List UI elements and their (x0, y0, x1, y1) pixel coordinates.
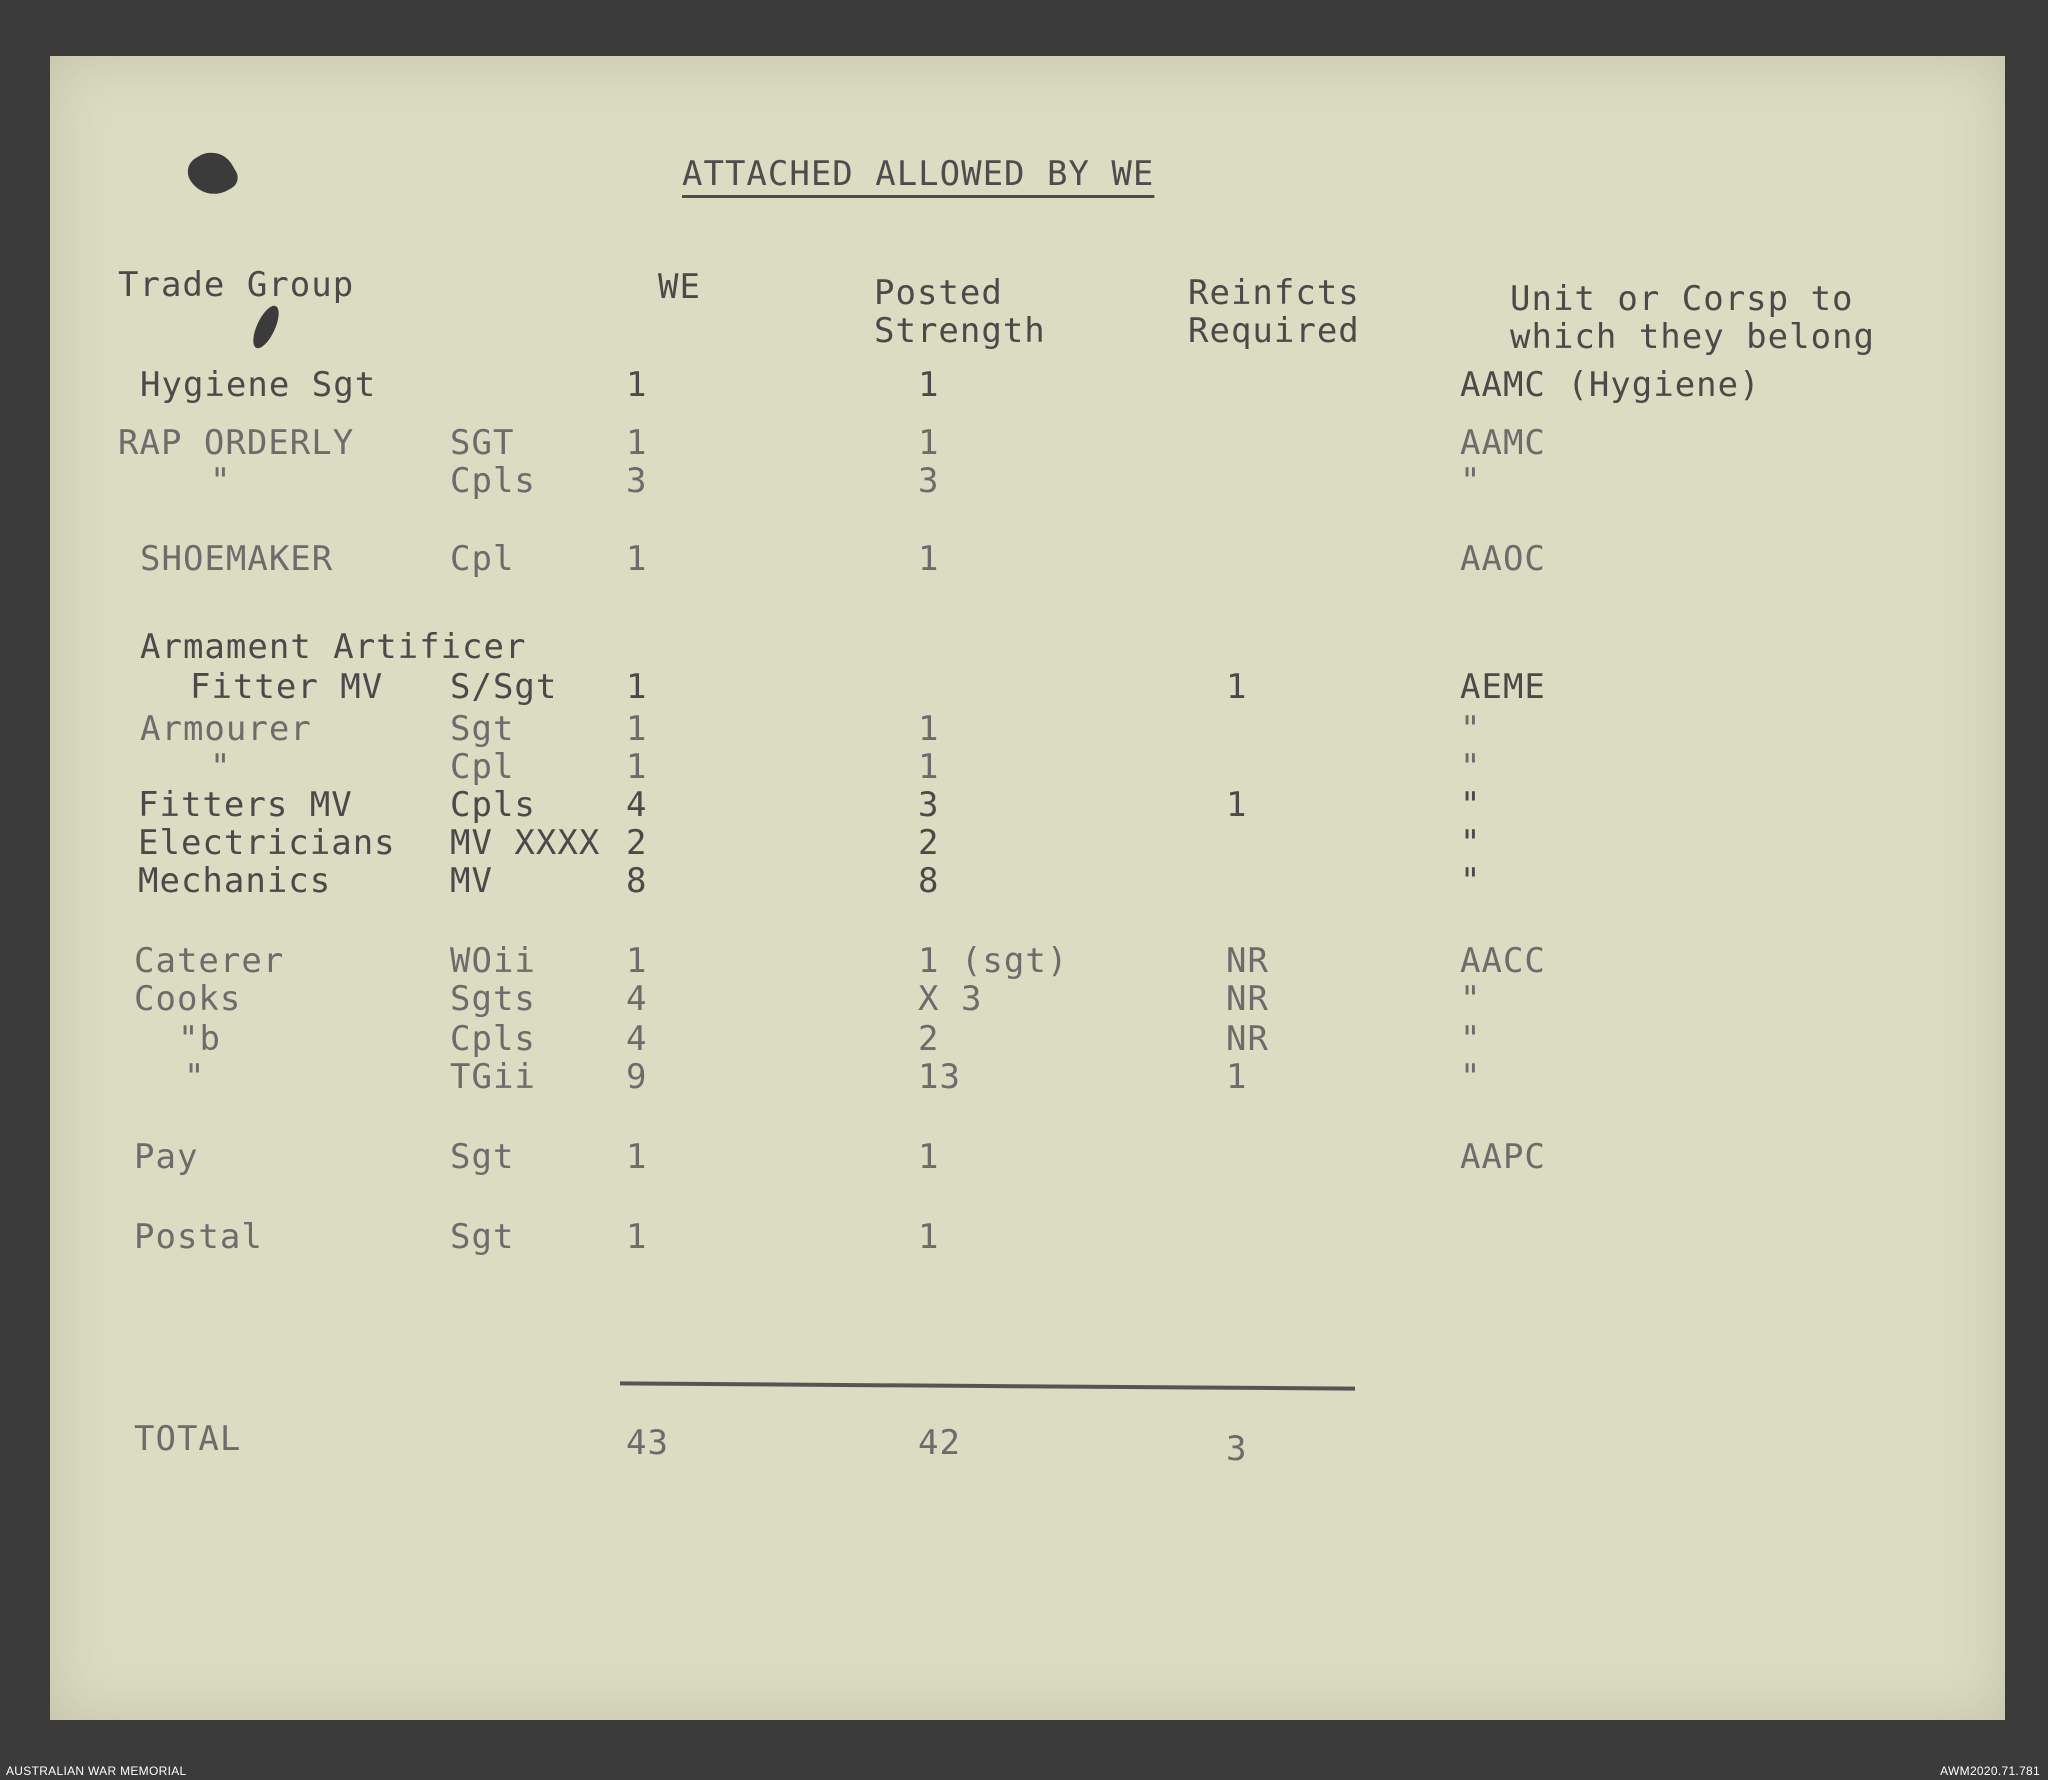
total-posted: 42 (918, 1423, 961, 1463)
header-posted-2: Strength (874, 311, 1046, 351)
row-we: 4 (626, 979, 648, 1019)
punch-hole (248, 302, 284, 351)
row-we: 1 (626, 747, 648, 787)
row-posted-strength: 1 (918, 747, 940, 787)
row-posted-strength: 2 (918, 1019, 940, 1059)
row-we: 1 (626, 1217, 648, 1257)
row-trade-group: Electricians (138, 823, 396, 863)
row-unit-or-corps: AAOC (1460, 539, 1546, 579)
header-trade-group: Trade Group (118, 265, 355, 305)
row-rank: Sgts (450, 979, 536, 1019)
row-reinforcements-required: 1 (1226, 1057, 1248, 1097)
total-label: TOTAL (134, 1419, 242, 1459)
document-title: ATTACHED ALLOWED BY WE (682, 154, 1155, 194)
total-reinf: 3 (1226, 1429, 1248, 1469)
row-trade-group: RAP ORDERLY (118, 423, 355, 463)
row-unit-or-corps: " (1460, 861, 1482, 901)
row-trade-group: Pay (134, 1137, 199, 1177)
row-reinforcements-required: 1 (1226, 785, 1248, 825)
row-unit-or-corps: " (1460, 979, 1482, 1019)
row-posted-strength: 3 (918, 461, 940, 501)
row-rank: Sgt (450, 1217, 515, 1257)
row-we: 1 (626, 423, 648, 463)
row-rank: MV XXXX (450, 823, 601, 863)
row-posted-strength: X 3 (918, 979, 983, 1019)
row-trade-group: " (210, 461, 232, 501)
row-rank: Cpl (450, 539, 515, 579)
row-we: 1 (626, 941, 648, 981)
row-unit-or-corps: AAMC (1460, 423, 1546, 463)
row-posted-strength: 1 (sgt) (918, 941, 1069, 981)
row-unit-or-corps: AAMC (Hygiene) (1460, 365, 1761, 405)
row-unit-or-corps: " (1460, 823, 1482, 863)
header-reinf-2: Required (1188, 311, 1360, 351)
total-we: 43 (626, 1423, 669, 1463)
row-trade-group: Fitters MV (138, 785, 353, 825)
row-rank: WOii (450, 941, 536, 981)
row-posted-strength: 3 (918, 785, 940, 825)
row-trade-group: Armament Artificer (140, 627, 527, 667)
row-unit-or-corps: " (1460, 1057, 1482, 1097)
row-rank: Sgt (450, 709, 515, 749)
row-rank: SGT (450, 423, 515, 463)
row-unit-or-corps: " (1460, 1019, 1482, 1059)
row-posted-strength: 2 (918, 823, 940, 863)
row-posted-strength: 1 (918, 365, 940, 405)
row-posted-strength: 8 (918, 861, 940, 901)
row-unit-or-corps: " (1460, 785, 1482, 825)
row-trade-group: Caterer (134, 941, 285, 981)
row-we: 1 (626, 667, 648, 707)
total-rule (620, 1381, 1355, 1390)
header-reinf-1: Reinfcts (1188, 273, 1360, 313)
header-posted-1: Posted (874, 273, 1003, 313)
row-posted-strength: 1 (918, 423, 940, 463)
row-we: 3 (626, 461, 648, 501)
row-we: 2 (626, 823, 648, 863)
row-rank: Cpls (450, 1019, 536, 1059)
row-reinforcements-required: NR (1226, 1019, 1269, 1059)
row-we: 1 (626, 365, 648, 405)
row-we: 1 (626, 1137, 648, 1177)
row-rank: TGii (450, 1057, 536, 1097)
document-page (50, 56, 2005, 1720)
row-unit-or-corps: AAPC (1460, 1137, 1546, 1177)
header-we: WE (658, 267, 701, 307)
footer-institution: AUSTRALIAN WAR MEMORIAL (6, 1764, 187, 1778)
row-rank: Cpls (450, 785, 536, 825)
row-unit-or-corps: AACC (1460, 941, 1546, 981)
row-trade-group: Postal (134, 1217, 263, 1257)
row-we: 1 (626, 709, 648, 749)
row-rank: Cpl (450, 747, 515, 787)
row-unit-or-corps: " (1460, 747, 1482, 787)
row-trade-group: Armourer (140, 709, 312, 749)
row-we: 4 (626, 1019, 648, 1059)
row-unit-or-corps: " (1460, 461, 1482, 501)
row-we: 4 (626, 785, 648, 825)
row-posted-strength: 13 (918, 1057, 961, 1097)
row-trade-group: " (184, 1057, 206, 1097)
row-trade-group: SHOEMAKER (140, 539, 334, 579)
row-trade-group: Cooks (134, 979, 242, 1019)
punch-hole (182, 144, 242, 204)
row-trade-group: Hygiene Sgt (140, 365, 377, 405)
row-unit-or-corps: AEME (1460, 667, 1546, 707)
row-trade-group: " (210, 747, 232, 787)
row-posted-strength: 1 (918, 1137, 940, 1177)
footer-accession-number: AWM2020.71.781 (1940, 1764, 2040, 1778)
row-posted-strength: 1 (918, 709, 940, 749)
row-unit-or-corps: " (1460, 709, 1482, 749)
row-trade-group: "b (178, 1019, 221, 1059)
row-rank: Cpls (450, 461, 536, 501)
row-trade-group: Fitter MV (190, 667, 384, 707)
row-reinforcements-required: 1 (1226, 667, 1248, 707)
row-we: 8 (626, 861, 648, 901)
row-rank: MV (450, 861, 493, 901)
row-rank: Sgt (450, 1137, 515, 1177)
row-trade-group: Mechanics (138, 861, 332, 901)
row-reinforcements-required: NR (1226, 979, 1269, 1019)
header-unit-1: Unit or Corsp to (1510, 279, 1854, 319)
row-rank: S/Sgt (450, 667, 558, 707)
row-posted-strength: 1 (918, 1217, 940, 1257)
header-unit-2: which they belong (1510, 317, 1875, 357)
row-posted-strength: 1 (918, 539, 940, 579)
row-we: 9 (626, 1057, 648, 1097)
row-reinforcements-required: NR (1226, 941, 1269, 981)
row-we: 1 (626, 539, 648, 579)
